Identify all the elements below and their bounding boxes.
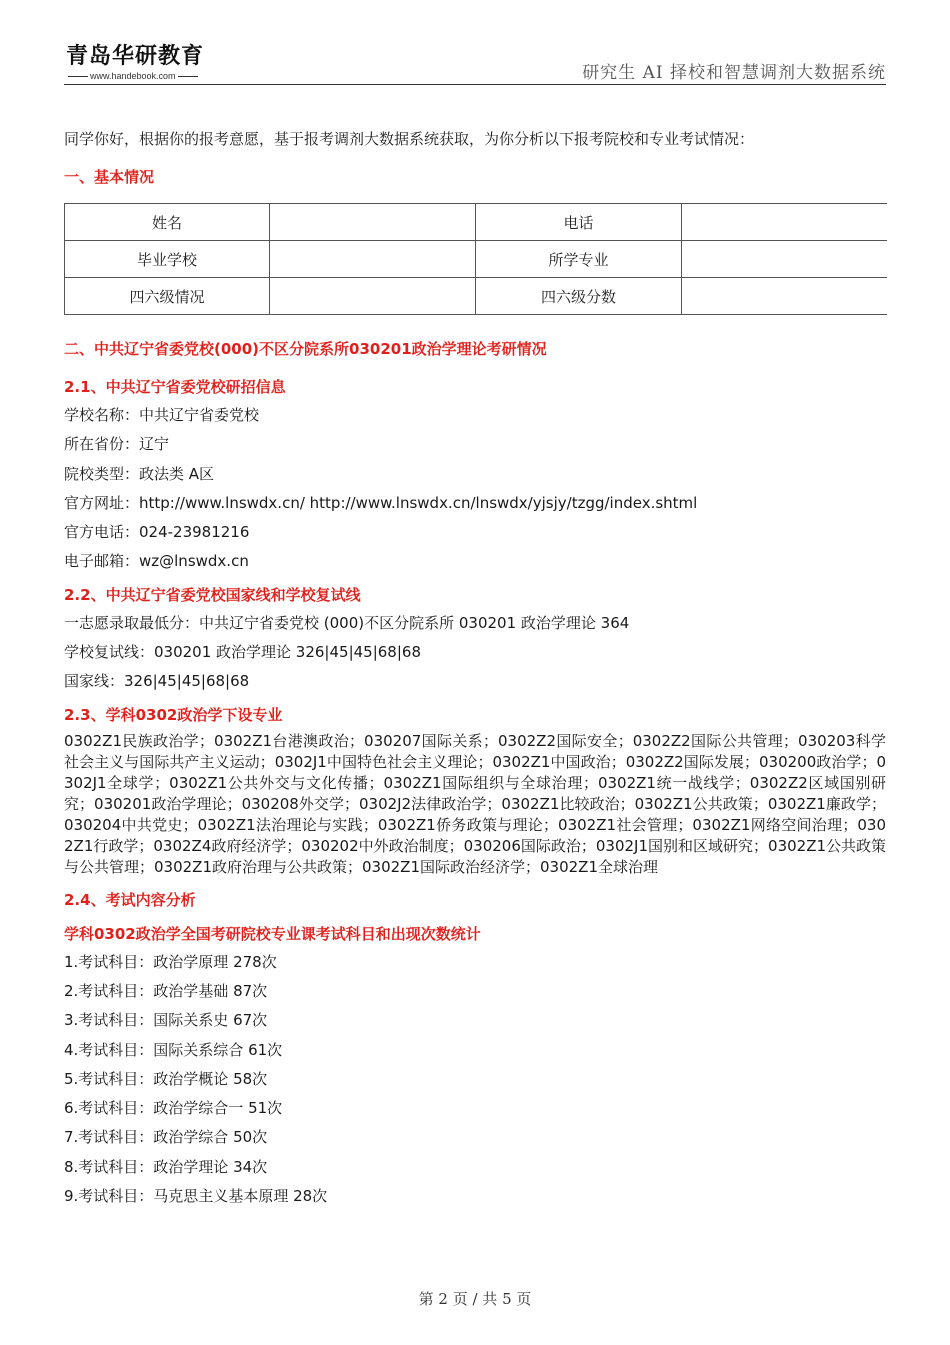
table-row xyxy=(65,204,887,241)
header-system-title: 研究生 AI 择校和智慧调剂大数据系统 xyxy=(582,63,886,83)
school-info-line: 电子邮箱：wz@lnswdx.cn xyxy=(64,552,249,571)
exam-subject-item: 1.考试科目：政治学原理 278次 xyxy=(64,952,277,971)
exam-subject-item: 6.考试科目：政治学综合一 51次 xyxy=(64,1099,283,1118)
table-cell-label: 电话 xyxy=(476,204,682,241)
exam-statistics-title: 学科0302政治学全国考研院校专业课考试科目和出现次数统计 xyxy=(64,924,481,943)
intro-paragraph: 同学你好，根据你的报考意愿，基于报考调剂大数据系统获取，为你分析以下报考院校和专业考试情况： xyxy=(64,130,755,148)
logo xyxy=(66,44,204,81)
table-cell-value xyxy=(682,278,887,315)
majors-paragraph: 0302Z1民族政治学；0302Z1台港澳政治；030207国际关系；0302Z2国际安全；0302Z2国际公共管理；030203科学社会主义与国际共产主义运动；0302J1中国特色社会主义理论；0302Z1中国政治；0302Z2国际发展；030200政治学；0302J1全球学；0302Z1公共外交与文化传播；0302Z1国际组织与全球治理；0302Z1统一战线学；0302Z2区域国别研究；030201政治学理论；030208外交学；0302J2法律政治学；0302Z1比较政治；0302Z1公共政策；0302Z1廉政学；030204中共党史；0302Z1法治理论与实践；0302Z1侨务政策与理论；0302Z1社会管理；0302Z1网络空间治理；0302Z1行政学；0302Z4政府经济学；030202中外政治制度；030206国际政治；0302J1国别和区域研究；0302Z1公共政策与公共管理；0302Z1政府治理与公共政策；0302Z1国际政治经济学；0302Z1全球治理 xyxy=(64,731,887,876)
document-body xyxy=(64,127,886,1211)
table-cell-value xyxy=(682,204,887,241)
section-exam-info-title: 二、中共辽宁省委党校(000)不区分院系所030201政治学理论考研情况 xyxy=(64,340,547,358)
table-cell-label: 四六级分数 xyxy=(476,278,682,315)
table-cell-value xyxy=(270,241,476,278)
school-info-line: 所在省份：辽宁 xyxy=(64,435,170,454)
table-row xyxy=(65,241,887,278)
exam-subject-item: 7.考试科目：政治学综合 50次 xyxy=(64,1128,268,1147)
table-cell-label: 四六级情况 xyxy=(65,278,270,315)
basic-info-table xyxy=(64,203,887,315)
page-number: 第 2 页 / 共 5 页 xyxy=(418,1290,532,1308)
exam-subject-item: 4.考试科目：国际关系综合 61次 xyxy=(64,1040,283,1059)
table-cell-value xyxy=(270,278,476,315)
school-info-line: 学校名称：中共辽宁省委党校 xyxy=(64,406,260,424)
table-cell-label: 所学专业 xyxy=(476,241,682,278)
score-line: 国家线：326|45|45|68|68 xyxy=(64,672,250,691)
school-info-line: 院校类型：政法类 A区 xyxy=(64,464,215,483)
subsection-school-info-title: 2.1、中共辽宁省委党校研招信息 xyxy=(64,378,286,396)
subsection-score-lines-title: 2.2、中共辽宁省委党校国家线和学校复试线 xyxy=(64,585,361,604)
table-cell-label: 毕业学校 xyxy=(65,241,270,278)
score-line: 学校复试线：030201 政治学理论 326|45|45|68|68 xyxy=(64,643,421,662)
school-info-line: 官方电话：024-23981216 xyxy=(64,523,250,542)
logo-title: 青岛华研教育 xyxy=(66,44,205,69)
logo-url: www.handebook.com xyxy=(66,71,204,81)
school-info-line: 官方网址：http://www.lnswdx.cn/ http://www.lnswdx.cn/lnswdx/yjsjy/tzgg/index.shtml xyxy=(64,493,698,512)
exam-subject-item: 3.考试科目：国际关系史 67次 xyxy=(64,1011,268,1030)
subsection-exam-analysis-title: 2.4、考试内容分析 xyxy=(64,890,196,909)
table-row xyxy=(65,278,887,315)
table-cell-label: 姓名 xyxy=(65,204,270,241)
section-basic-info-title: 一、基本情况 xyxy=(64,168,155,186)
exam-subject-item: 9.考试科目：马克思主义基本原理 28次 xyxy=(64,1187,328,1206)
table-cell-value xyxy=(270,204,476,241)
table-cell-value xyxy=(682,241,887,278)
exam-subject-item: 5.考试科目：政治学概论 58次 xyxy=(64,1069,268,1088)
exam-subject-item: 8.考试科目：政治学理论 34次 xyxy=(64,1157,268,1176)
subsection-majors-title: 2.3、学科0302政治学下设专业 xyxy=(64,705,283,724)
score-line: 一志愿录取最低分：中共辽宁省委党校 (000)不区分院系所 030201 政治学理论 364 xyxy=(64,613,630,632)
exam-subject-item: 2.考试科目：政治学基础 87次 xyxy=(64,981,268,1000)
page-header xyxy=(64,44,886,85)
